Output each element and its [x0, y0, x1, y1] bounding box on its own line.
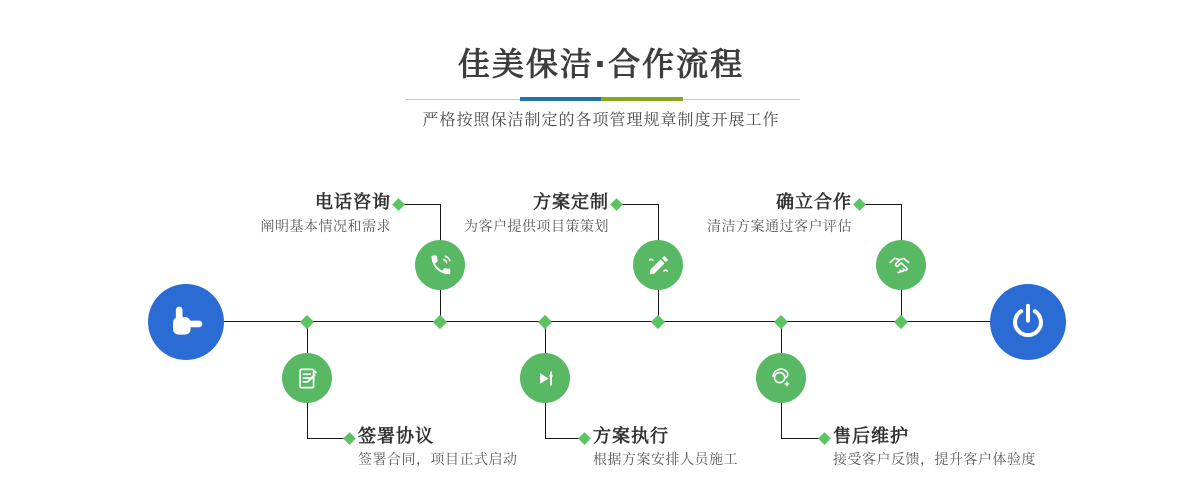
label-diamond — [392, 198, 405, 211]
page-title: 佳美保洁·合作流程 — [457, 45, 745, 83]
phone-icon — [427, 252, 454, 279]
step-desc: 阐明基本情况和需求 — [260, 219, 391, 235]
divider-blue-segment — [520, 97, 601, 101]
step-label-plan-execute — [593, 426, 738, 470]
step-label-plan-custom — [464, 191, 609, 237]
pencil-icon — [645, 252, 672, 279]
junction-diamond — [774, 315, 788, 329]
junction-diamond — [894, 315, 908, 329]
connector-line — [545, 438, 581, 439]
label-diamond — [610, 198, 623, 211]
junction-diamond — [300, 315, 314, 329]
junction-diamond — [651, 315, 665, 329]
step-desc: 接受客户反馈，提升客户体验度 — [833, 452, 1036, 468]
step-title: 电话咨询 — [315, 192, 391, 213]
step-node-sign-agreement — [282, 353, 332, 403]
step-title: 方案定制 — [533, 192, 609, 213]
label-diamond — [343, 432, 356, 445]
step-node-plan-execute — [520, 353, 570, 403]
page-subtitle: 严格按照保洁制定的各项管理规章制度开展工作 — [422, 110, 780, 129]
connector-line — [307, 438, 346, 439]
step-title: 售后维护 — [833, 426, 909, 447]
connector-line — [622, 204, 659, 205]
step-title: 签署协议 — [358, 426, 434, 447]
connector-line — [781, 438, 821, 439]
divider-green-segment — [601, 97, 683, 101]
pointing-hand-icon — [165, 301, 207, 343]
step-label-aftersale — [833, 426, 1036, 470]
connector-line — [404, 204, 441, 205]
step-node-plan-custom — [633, 240, 683, 290]
document-pen-icon — [294, 365, 321, 392]
play-step-icon — [532, 365, 559, 392]
step-node-aftersale — [756, 353, 806, 403]
label-diamond — [578, 432, 591, 445]
step-desc: 签署合同，项目正式启动 — [358, 452, 518, 468]
step-title: 方案执行 — [593, 426, 669, 447]
step-desc: 为客户提供项目策策划 — [464, 219, 609, 235]
step-node-phone-consult — [415, 240, 465, 290]
step-desc: 根据方案安排人员施工 — [593, 452, 738, 468]
power-icon — [1007, 301, 1049, 343]
label-diamond — [853, 198, 866, 211]
connector-line — [865, 204, 902, 205]
step-label-phone-consult — [261, 191, 392, 237]
step-label-sign-agreement — [358, 426, 518, 470]
timeline-main-line — [224, 321, 990, 322]
step-desc: 清洁方案通过客户评估 — [707, 219, 852, 235]
title-divider-accent — [520, 97, 683, 101]
junction-diamond — [538, 315, 552, 329]
headset-plus-icon — [767, 364, 795, 392]
handshake-icon — [887, 251, 915, 279]
timeline-start-node — [148, 284, 224, 360]
timeline-end-node — [990, 284, 1066, 360]
step-title: 确立合作 — [776, 192, 852, 213]
junction-diamond — [433, 315, 447, 329]
step-label-establish-coop — [707, 191, 852, 237]
step-node-establish-coop — [876, 240, 926, 290]
label-diamond — [818, 432, 831, 445]
